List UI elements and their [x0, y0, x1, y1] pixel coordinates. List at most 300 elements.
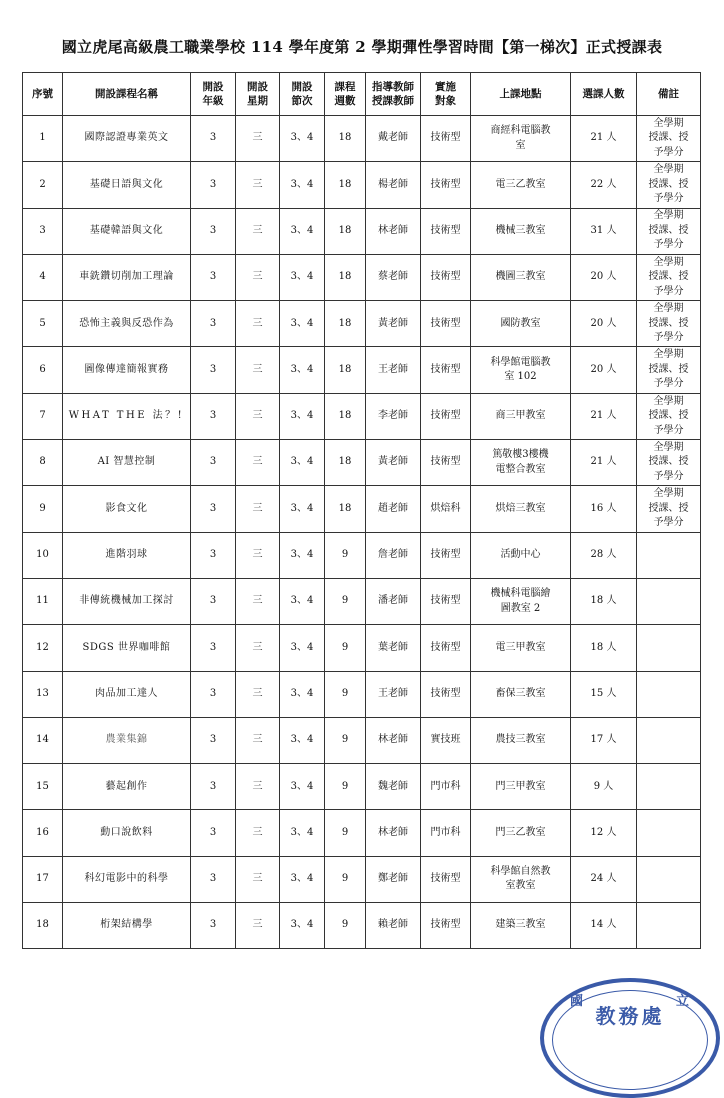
- table-row: [23, 393, 701, 439]
- header-line: 指導教師: [372, 80, 414, 93]
- cell-location: [471, 393, 571, 439]
- cell-weeks: 18: [325, 393, 366, 439]
- cell-location: [471, 810, 571, 856]
- table-row: [23, 440, 701, 486]
- cell-period: 3、4: [280, 625, 325, 671]
- cell-day: 三: [236, 671, 280, 717]
- cell-course: 車銑鑽切削加工理論: [63, 254, 191, 300]
- cell-period: 3、4: [280, 393, 325, 439]
- cell-grade: 3: [191, 440, 236, 486]
- cell-day: 三: [236, 301, 280, 347]
- cell-no: 17: [23, 856, 63, 902]
- cell-count: 21 人: [571, 440, 637, 486]
- cell-count: 31 人: [571, 208, 637, 254]
- cell-course: 非傳統機械加工探討: [63, 578, 191, 624]
- header-line: 開設: [247, 80, 268, 93]
- cell-target: 實技班: [421, 717, 471, 763]
- header-course: [63, 73, 191, 116]
- cell-no: 1: [23, 116, 63, 162]
- cell-teacher: 林老師: [366, 208, 421, 254]
- cell-note: [637, 393, 701, 439]
- header-line: 實施: [435, 80, 456, 93]
- cell-target: 技術型: [421, 254, 471, 300]
- cell-day: 三: [236, 532, 280, 578]
- cell-teacher: 李老師: [366, 393, 421, 439]
- cell-no: 11: [23, 578, 63, 624]
- cell-count: 24 人: [571, 856, 637, 902]
- note-line: 全學期: [653, 164, 684, 176]
- cell-period: 3、4: [280, 208, 325, 254]
- cell-day: 三: [236, 254, 280, 300]
- cell-count: 16 人: [571, 486, 637, 532]
- cell-note: [637, 347, 701, 393]
- cell-day: 三: [236, 856, 280, 902]
- cell-grade: 3: [191, 764, 236, 810]
- cell-no: 2: [23, 162, 63, 208]
- header-line: 選課人數: [582, 87, 625, 100]
- table-row: [23, 162, 701, 208]
- table-row: [23, 208, 701, 254]
- cell-grade: 3: [191, 116, 236, 162]
- cell-target: 門市科: [421, 810, 471, 856]
- cell-course: 農業集錦: [63, 717, 191, 763]
- location-line: 畜保三教室: [495, 687, 546, 699]
- table-row: [23, 532, 701, 578]
- stamp-char-2: 立: [676, 994, 690, 1009]
- location-line: 電三乙教室: [495, 178, 546, 190]
- cell-location: [471, 162, 571, 208]
- cell-course: 基礎韓語與文化: [63, 208, 191, 254]
- header-line: 序號: [32, 87, 53, 100]
- note-line: 予學分: [653, 146, 684, 158]
- cell-course: 藝起創作: [63, 764, 191, 810]
- cell-location: [471, 671, 571, 717]
- cell-teacher: 林老師: [366, 717, 421, 763]
- cell-course: 肉品加工達人: [63, 671, 191, 717]
- cell-target: 技術型: [421, 440, 471, 486]
- header-line: 星期: [247, 95, 268, 107]
- cell-teacher: 黃老師: [366, 440, 421, 486]
- cell-grade: 3: [191, 486, 236, 532]
- cell-teacher: 賴老師: [366, 903, 421, 949]
- note-line: 全學期: [653, 117, 684, 129]
- cell-note: [637, 810, 701, 856]
- location-line: 商三甲教室: [495, 410, 546, 422]
- cell-teacher: 蔡老師: [366, 254, 421, 300]
- cell-course: 恐怖主義與反恐作為: [63, 301, 191, 347]
- cell-location: [471, 440, 571, 486]
- location-line: 國防教室: [500, 317, 541, 329]
- cell-target: 技術型: [421, 903, 471, 949]
- schedule-table: [22, 72, 701, 949]
- cell-location: [471, 625, 571, 671]
- header-period: [280, 73, 325, 116]
- note-line: 授課、授: [648, 271, 689, 283]
- cell-period: 3、4: [280, 903, 325, 949]
- cell-location: [471, 764, 571, 810]
- cell-day: 三: [236, 116, 280, 162]
- header-line: 課程: [334, 80, 356, 93]
- cell-period: 3、4: [280, 671, 325, 717]
- cell-grade: 3: [191, 393, 236, 439]
- location-line: 電三甲教室: [495, 641, 546, 653]
- cell-teacher: 葉老師: [366, 625, 421, 671]
- cell-no: 12: [23, 625, 63, 671]
- cell-target: 技術型: [421, 671, 471, 717]
- note-line: 授課、授: [648, 178, 689, 190]
- table-header-row: [23, 73, 701, 116]
- cell-course: WHAT THE 法？!: [63, 393, 191, 439]
- cell-target: 烘焙科: [421, 486, 471, 532]
- table-row: [23, 625, 701, 671]
- location-line: 門三甲教室: [495, 780, 546, 792]
- cell-period: 3、4: [280, 116, 325, 162]
- cell-count: 20 人: [571, 254, 637, 300]
- location-line: 室教室: [505, 880, 536, 892]
- cell-day: 三: [236, 162, 280, 208]
- note-line: 予學分: [653, 424, 684, 436]
- note-line: 授課、授: [648, 224, 689, 236]
- header-line: 節次: [291, 95, 313, 107]
- stamp-text: 教務處: [595, 1004, 665, 1028]
- location-line: 烘焙三教室: [495, 502, 546, 514]
- cell-teacher: 王老師: [366, 347, 421, 393]
- cell-count: 9 人: [571, 764, 637, 810]
- header-teacher: [366, 73, 421, 116]
- header-grade: [191, 73, 236, 116]
- document-title: 國立虎尾高級農工職業學校 114 學年度第 2 學期彈性學習時間【第一梯次】正式授課表: [61, 38, 663, 56]
- note-line: 全學期: [653, 210, 684, 222]
- cell-day: 三: [236, 625, 280, 671]
- table-row: [23, 764, 701, 810]
- cell-grade: 3: [191, 903, 236, 949]
- table-row: [23, 578, 701, 624]
- header-line: 授課教師: [372, 95, 414, 107]
- cell-period: 3、4: [280, 717, 325, 763]
- cell-count: 21 人: [571, 393, 637, 439]
- cell-day: 三: [236, 578, 280, 624]
- cell-location: [471, 116, 571, 162]
- cell-note: [637, 301, 701, 347]
- cell-period: 3、4: [280, 856, 325, 902]
- cell-note: [637, 671, 701, 717]
- cell-day: 三: [236, 393, 280, 439]
- cell-grade: 3: [191, 208, 236, 254]
- cell-course: SDGS 世界咖啡館: [63, 625, 191, 671]
- note-line: 予學分: [653, 332, 684, 344]
- cell-count: 18 人: [571, 578, 637, 624]
- cell-course: 圖像傳達簡報實務: [63, 347, 191, 393]
- note-line: 予學分: [653, 517, 684, 529]
- location-line: 建築三教室: [495, 919, 546, 931]
- note-line: 授課、授: [648, 363, 689, 375]
- header-line: 上課地點: [499, 87, 542, 100]
- cell-grade: 3: [191, 717, 236, 763]
- note-line: 予學分: [653, 193, 684, 205]
- cell-target: 技術型: [421, 532, 471, 578]
- cell-period: 3、4: [280, 532, 325, 578]
- cell-target: 技術型: [421, 162, 471, 208]
- note-line: 予學分: [653, 285, 684, 297]
- cell-period: 3、4: [280, 440, 325, 486]
- cell-no: 6: [23, 347, 63, 393]
- cell-day: 三: [236, 486, 280, 532]
- cell-weeks: 9: [325, 625, 366, 671]
- cell-note: [637, 254, 701, 300]
- note-line: 全學期: [653, 256, 684, 268]
- note-line: 全學期: [653, 488, 684, 500]
- header-count: [571, 73, 637, 116]
- note-line: 授課、授: [648, 132, 689, 144]
- table-row: [23, 717, 701, 763]
- table-row: [23, 301, 701, 347]
- cell-period: 3、4: [280, 162, 325, 208]
- location-line: 商經科電腦教: [490, 125, 551, 137]
- cell-target: 技術型: [421, 578, 471, 624]
- cell-no: 14: [23, 717, 63, 763]
- header-line: 開設: [291, 80, 313, 93]
- cell-note: [637, 440, 701, 486]
- cell-no: 3: [23, 208, 63, 254]
- cell-weeks: 9: [325, 578, 366, 624]
- cell-day: 三: [236, 903, 280, 949]
- cell-grade: 3: [191, 347, 236, 393]
- cell-target: 技術型: [421, 116, 471, 162]
- cell-target: 技術型: [421, 301, 471, 347]
- cell-weeks: 18: [325, 486, 366, 532]
- cell-target: 技術型: [421, 208, 471, 254]
- cell-no: 15: [23, 764, 63, 810]
- note-line: 全學期: [653, 303, 684, 315]
- cell-weeks: 18: [325, 208, 366, 254]
- location-line: 電整合教室: [495, 463, 546, 475]
- cell-day: 三: [236, 347, 280, 393]
- cell-count: 17 人: [571, 717, 637, 763]
- table-row: [23, 671, 701, 717]
- cell-count: 21 人: [571, 116, 637, 162]
- cell-day: 三: [236, 764, 280, 810]
- cell-course: 桁架結構學: [63, 903, 191, 949]
- cell-weeks: 9: [325, 764, 366, 810]
- cell-grade: 3: [191, 671, 236, 717]
- cell-no: 18: [23, 903, 63, 949]
- cell-weeks: 9: [325, 532, 366, 578]
- location-line: 室: [515, 139, 526, 151]
- cell-course: 科幻電影中的科學: [63, 856, 191, 902]
- cell-note: [637, 486, 701, 532]
- cell-day: 三: [236, 810, 280, 856]
- location-line: 活動中心: [500, 549, 541, 561]
- table-row: [23, 116, 701, 162]
- header-line: 開設課程名稱: [95, 87, 158, 100]
- cell-count: 15 人: [571, 671, 637, 717]
- cell-count: 20 人: [571, 347, 637, 393]
- cell-note: [637, 532, 701, 578]
- cell-period: 3、4: [280, 254, 325, 300]
- note-line: 授課、授: [648, 502, 689, 514]
- location-line: 門三乙教室: [495, 826, 546, 838]
- header-location: [471, 73, 571, 116]
- cell-course: AI 智慧控制: [63, 440, 191, 486]
- cell-grade: 3: [191, 162, 236, 208]
- table-row: [23, 347, 701, 393]
- cell-weeks: 18: [325, 440, 366, 486]
- cell-location: [471, 254, 571, 300]
- cell-no: 8: [23, 440, 63, 486]
- table-row: [23, 810, 701, 856]
- location-line: 科學館電腦教: [490, 356, 551, 368]
- cell-weeks: 18: [325, 116, 366, 162]
- note-line: 全學期: [653, 349, 684, 361]
- note-line: 予學分: [653, 239, 684, 251]
- cell-count: 22 人: [571, 162, 637, 208]
- cell-location: [471, 717, 571, 763]
- table-body: [23, 116, 701, 949]
- cell-teacher: 楊老師: [366, 162, 421, 208]
- cell-grade: 3: [191, 301, 236, 347]
- cell-count: 28 人: [571, 532, 637, 578]
- note-line: 全學期: [653, 441, 684, 453]
- header-line: 開設: [202, 80, 224, 93]
- location-line: 機械三教室: [495, 224, 546, 236]
- cell-no: 9: [23, 486, 63, 532]
- cell-count: 12 人: [571, 810, 637, 856]
- cell-teacher: 黃老師: [366, 301, 421, 347]
- table-row: [23, 856, 701, 902]
- stamp-char-1: 國: [570, 994, 584, 1009]
- cell-note: [637, 625, 701, 671]
- header-target: [421, 73, 471, 116]
- cell-count: 18 人: [571, 625, 637, 671]
- note-line: 予學分: [653, 378, 684, 390]
- cell-teacher: 潘老師: [366, 578, 421, 624]
- table-row: [23, 486, 701, 532]
- cell-grade: 3: [191, 578, 236, 624]
- cell-location: [471, 856, 571, 902]
- cell-no: 10: [23, 532, 63, 578]
- cell-note: [637, 162, 701, 208]
- cell-location: [471, 347, 571, 393]
- header-day: [236, 73, 280, 116]
- cell-teacher: 詹老師: [366, 532, 421, 578]
- location-line: 圖教室 2: [500, 602, 541, 614]
- cell-course: 動口說飲料: [63, 810, 191, 856]
- header-line: 年級: [202, 95, 224, 107]
- note-line: 授課、授: [648, 317, 689, 329]
- cell-no: 5: [23, 301, 63, 347]
- cell-note: [637, 578, 701, 624]
- cell-weeks: 9: [325, 717, 366, 763]
- cell-location: [471, 903, 571, 949]
- header-line: 備註: [658, 87, 679, 100]
- cell-weeks: 9: [325, 810, 366, 856]
- cell-target: 技術型: [421, 856, 471, 902]
- cell-location: [471, 486, 571, 532]
- cell-no: 4: [23, 254, 63, 300]
- cell-grade: 3: [191, 625, 236, 671]
- cell-target: 技術型: [421, 347, 471, 393]
- cell-period: 3、4: [280, 578, 325, 624]
- cell-weeks: 18: [325, 347, 366, 393]
- cell-period: 3、4: [280, 301, 325, 347]
- cell-no: 13: [23, 671, 63, 717]
- cell-course: 影食文化: [63, 486, 191, 532]
- cell-target: 技術型: [421, 393, 471, 439]
- cell-note: [637, 856, 701, 902]
- cell-teacher: 趙老師: [366, 486, 421, 532]
- note-line: 授課、授: [648, 410, 689, 422]
- cell-course: 基礎日語與文化: [63, 162, 191, 208]
- table-row: [23, 903, 701, 949]
- cell-course: 進階羽球: [63, 532, 191, 578]
- cell-count: 14 人: [571, 903, 637, 949]
- cell-location: [471, 208, 571, 254]
- cell-grade: 3: [191, 856, 236, 902]
- location-line: 篤敬樓3樓機: [492, 449, 549, 461]
- cell-course: 國際認證專業英文: [63, 116, 191, 162]
- cell-period: 3、4: [280, 764, 325, 810]
- cell-day: 三: [236, 717, 280, 763]
- cell-period: 3、4: [280, 810, 325, 856]
- cell-no: 7: [23, 393, 63, 439]
- cell-note: [637, 116, 701, 162]
- cell-target: 門市科: [421, 764, 471, 810]
- cell-location: [471, 578, 571, 624]
- cell-no: 16: [23, 810, 63, 856]
- table-row: [23, 254, 701, 300]
- location-line: 室 102: [504, 371, 537, 383]
- cell-teacher: 林老師: [366, 810, 421, 856]
- cell-day: 三: [236, 208, 280, 254]
- cell-grade: 3: [191, 254, 236, 300]
- cell-teacher: 戴老師: [366, 116, 421, 162]
- cell-grade: 3: [191, 532, 236, 578]
- header-line: 對象: [435, 95, 456, 107]
- cell-teacher: 鄭老師: [366, 856, 421, 902]
- cell-weeks: 18: [325, 301, 366, 347]
- cell-weeks: 9: [325, 856, 366, 902]
- cell-teacher: 王老師: [366, 671, 421, 717]
- cell-weeks: 18: [325, 254, 366, 300]
- cell-note: [637, 764, 701, 810]
- cell-period: 3、4: [280, 347, 325, 393]
- location-line: 科學館自然教: [490, 865, 551, 877]
- note-line: 授課、授: [648, 456, 689, 468]
- cell-target: 技術型: [421, 625, 471, 671]
- header-note: [637, 73, 701, 116]
- cell-note: [637, 208, 701, 254]
- header-weeks: [325, 73, 366, 116]
- cell-location: [471, 301, 571, 347]
- cell-weeks: 18: [325, 162, 366, 208]
- note-line: 予學分: [653, 470, 684, 482]
- cell-day: 三: [236, 440, 280, 486]
- header-line: 週數: [334, 95, 356, 107]
- header-no: [23, 73, 63, 116]
- cell-period: 3、4: [280, 486, 325, 532]
- location-line: 機械科電腦繪: [490, 588, 551, 600]
- location-line: 機圖三教室: [495, 271, 546, 283]
- cell-weeks: 9: [325, 903, 366, 949]
- cell-note: [637, 717, 701, 763]
- cell-teacher: 魏老師: [366, 764, 421, 810]
- cell-weeks: 9: [325, 671, 366, 717]
- cell-grade: 3: [191, 810, 236, 856]
- note-line: 全學期: [653, 395, 684, 407]
- cell-location: [471, 532, 571, 578]
- location-line: 農技三教室: [495, 734, 546, 746]
- cell-count: 20 人: [571, 301, 637, 347]
